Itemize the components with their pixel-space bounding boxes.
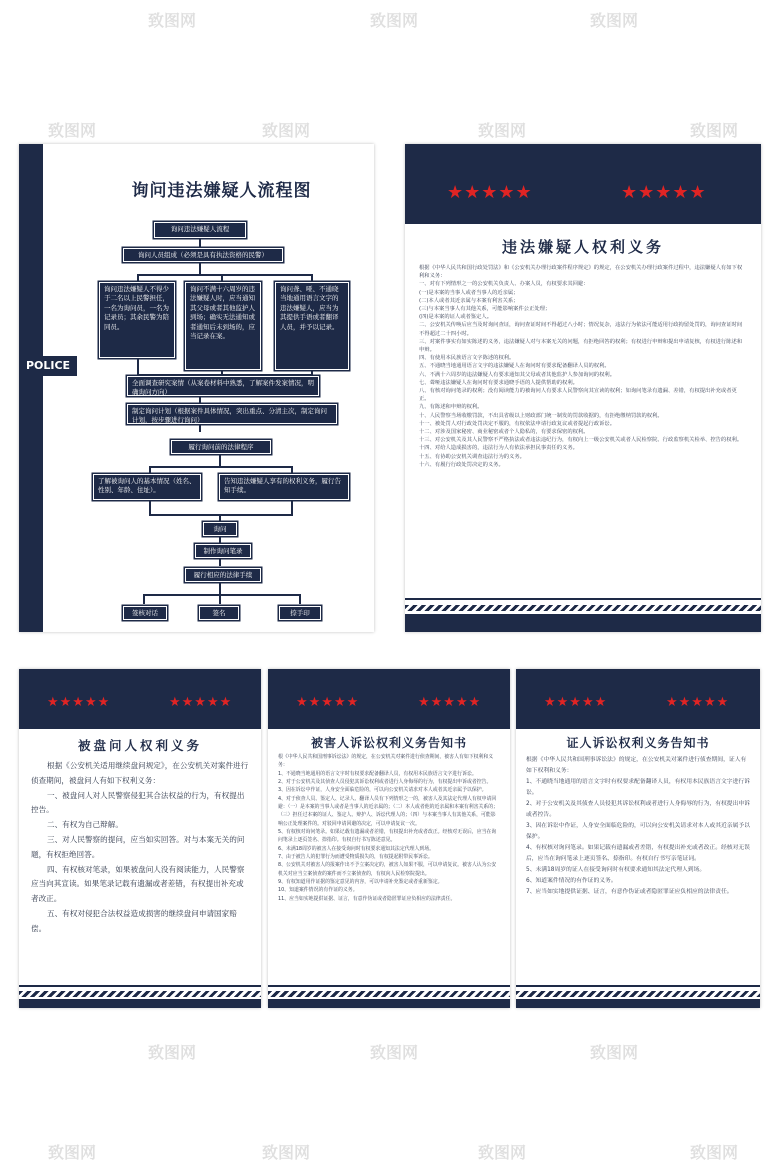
- rights-paragraph: 1、不通晓当地通用的语言文字时有权要求配备翻译人员，有权用本民族语言文字进行诉讼。: [278, 770, 477, 777]
- rights-paragraph: (三)与本案当事人有其他关系，可能影响案件公正处理；: [419, 306, 551, 313]
- watermark: 致图网: [690, 121, 739, 140]
- rights-paragraph: (二)本人或者其近亲属与本案有利害关系；: [419, 297, 519, 304]
- rights-paragraph: 十、人民警察当场收缴罚款，不出具省级以上财政部门统一制发的罚款收据的，有拒绝缴纳罚款的权利。: [419, 412, 663, 419]
- rights-paragraph: 6、知道案件情况的有作证的义务。: [526, 878, 617, 884]
- flowchart-poster: [19, 144, 374, 632]
- rights-paragraph: 3、因在诉讼中作证，人身安全面临危险的，可以向公安机关请求对本人或者其近亲属予以保护。: [278, 787, 487, 794]
- rights-paragraph: 6、未满18周岁的被害人在接受询问时有权要求通知其法定代理人到场。: [278, 845, 435, 852]
- rights-paragraph: 11、应当如实地提供证据、证言，有意作伪证或者隐匿罪证应负相应的法律责任。: [278, 895, 456, 902]
- left-navy-strip: [19, 144, 43, 632]
- rights-paragraph: 3、因在诉讼中作证，人身安全面临危险的，可以向公安机关请求对本人或其近亲属予以保护。: [526, 823, 750, 840]
- rights-paragraph: 9、有权知道用作证据的鉴定意见的内容，可以申请补充鉴定或者重新鉴定。: [278, 878, 443, 885]
- watermark: 致图网: [48, 1143, 97, 1162]
- stars-right-icon: ★★★★★: [418, 695, 482, 710]
- stars-left-icon: ★★★★★: [47, 695, 111, 710]
- flow-end-check: 签核对话: [123, 606, 167, 620]
- rights-paragraph: 根据《中华人民共和国刑事诉讼法》的规定，在公安机关对案件进行侦查期间，证人有如下权利和义务：: [526, 757, 747, 774]
- rights-paragraph: 5、有权核对询问笔录。如果记载有遗漏或者差错，有权提出补充或者改正。经核对无误后，应当在询问笔录上逐页签名、捺指印。有权自行书写陈述意见。: [278, 828, 497, 844]
- rights-paragraph: 二、公安机关传唤后应当及时询问查证，询问查证时间不得超过八小时；情况复杂，违法行为依法可能适用行政拘留处罚的，询问查证时间不得超过二十四小时。: [419, 322, 743, 337]
- rights-paragraph: 八、有核对询问笔录的权利；没有阅读能力的被询问人有要求人民警察向其宣读的权利；如询问笔录有遗漏、差错，有权提出补充或者更正。: [419, 388, 737, 403]
- watermark: 致图网: [690, 1143, 739, 1162]
- rights-paragraph: (一)是本案的当事人或者当事人的近亲属；: [419, 289, 519, 296]
- rights-paragraph: 七、聋哑违法嫌疑人在询问时有要求通晓手语的人提供帮助的权利。: [419, 379, 578, 386]
- rights-paragraph: 4、对于侦查人员、鉴定人、记录人、翻译人员有下列情形之一的，被害人及其法定代理人有权申请回避：（一）是本案的当事人或者是当事人的近亲属的；（二）本人或者他的近亲属和本案有利害关系的；（三）担任过本案的证人、鉴定人、辩护人、诉讼代理人的；（四）与本案当事人有其他关系，可能影响公正处理案件的。对驳回申请回避的决定，可以申请复议一次。: [278, 795, 499, 827]
- flow-basic-info: 了解被询问人的基本情况（姓名、性别、年龄、住址）。: [93, 474, 201, 500]
- rights-paragraph: 7、由于被告人的犯罪行为而遭受物质损失的，有权提起附带民事诉讼。: [278, 853, 433, 860]
- interrogated-rights-poster: [19, 669, 261, 1008]
- suspect-rights-body: [419, 264, 747, 469]
- watermark: 致图网: [478, 1143, 527, 1162]
- rights-paragraph: 根据《公安机关适用继续盘问规定》，在公安机关对案件进行侦查期间，被盘问人有如下权利义务：: [31, 761, 249, 785]
- rights-paragraph: 7、应当如实地提供证据、证言，有意作伪证或者隐匿罪证应负相应的法律责任。: [526, 889, 733, 895]
- flow-legal: 履行相应的法律手续: [185, 568, 261, 582]
- victim-rights-title: 被害人诉讼权利义务告知书: [310, 736, 467, 750]
- rights-paragraph: 根据《中华人民共和国行政处罚法》和《公安机关办理行政案件程序规定》的规定，在公安机关办理行政案件过程中，违法嫌疑人有如下权利和义务：: [419, 265, 743, 280]
- watermark: 致图网: [262, 1143, 311, 1162]
- stars-right-icon: ★★★★★: [666, 695, 730, 710]
- interrogated-rights-title: 被盘问人权利义务: [77, 738, 202, 753]
- watermark: 致图网: [370, 1043, 419, 1062]
- rights-paragraph: 8、公安机关对被害人的报案作出不予立案决定的，被害人如果不服，可以申请复议。被害人认为公安机关对应当立案侦查的案件而不立案侦查的，有权向人民检察院提出。: [278, 862, 497, 877]
- chevron-border: [268, 991, 510, 997]
- victim-rights-poster: [268, 669, 510, 1008]
- watermark: 致图网: [370, 11, 419, 30]
- police-label: POLICE: [19, 356, 77, 376]
- stars-left-icon: ★★★★★: [447, 182, 533, 203]
- chevron-border: [405, 605, 761, 611]
- rights-paragraph: 10、知道案件情况的有作证的义务。: [278, 887, 358, 894]
- stars-right-icon: ★★★★★: [169, 695, 233, 710]
- suspect-rights-poster: [405, 144, 761, 632]
- witness-rights-body: [526, 755, 750, 898]
- rights-paragraph: 六、不满十六周岁的违法嫌疑人有要求通知其父母或者其他监护人参加询问的权利。: [419, 371, 615, 378]
- watermark: 致图网: [478, 121, 527, 140]
- victim-rights-body: [278, 753, 500, 903]
- watermark: 致图网: [262, 121, 311, 140]
- rights-paragraph: 5、未满18周岁的证人在接受询问时有权要求通知其法定代理人到场。: [526, 867, 706, 873]
- flow-prepare: 全面调查研究案情（从案卷材料中熟悉，了解案件发案情况，明确询问方向）: [127, 376, 319, 396]
- rights-paragraph: 四、有权核对笔录，如果被盘问人没有阅读能力，人民警察应当向其宣读。如果笔录记载有遗漏或者差错，有权提出补充或者改正。: [31, 864, 245, 904]
- rights-paragraph: 2、对于公安机关及其侦查人员侵犯其诉讼权利或者进行人身侮辱的行为，有权提出申诉或者控告。: [278, 778, 492, 785]
- flow-notify: 告知违法嫌疑人享有的权利义务，履行告知手续。: [219, 474, 349, 500]
- rights-paragraph: 十四、对给人造成损害的，违法行为人有依法承担民事责任的义务。: [419, 445, 578, 452]
- watermark: 致图网: [590, 1043, 639, 1062]
- flow-procedure: 履行询问前的法律程序: [171, 440, 271, 454]
- rights-paragraph: 十一、被处罚人对行政处罚决定不服的，有权依法申请行政复议或者提起行政诉讼。: [419, 420, 615, 427]
- rights-paragraph: 二、有权为自己辩解。: [47, 820, 123, 830]
- stars-left-icon: ★★★★★: [296, 695, 360, 710]
- rights-paragraph: 根《中华人民共和国刑事诉讼法》的规定，在公安机关对案件进行侦查期间，被害人有如下权利和义务：: [278, 754, 494, 769]
- flowchart-title: 询问违法嫌疑人流程图: [131, 181, 312, 201]
- rights-paragraph: 四、有使用本民族语言文字陈述的权利。: [419, 355, 515, 362]
- rights-paragraph: 一、被盘问人对人民警察侵犯其合法权益的行为，有权提出控告。: [31, 790, 245, 815]
- flow-middle-case: 询问不满十六周岁的违法嫌疑人时，应当通知其父母或者其他监护人到场；确实无法通知或者通知后未到场的，应当记录在案。: [185, 282, 261, 370]
- flow-record: 制作询问笔录: [195, 544, 251, 558]
- watermark: 致图网: [148, 1043, 197, 1062]
- flow-ask: 询问: [203, 522, 237, 536]
- chevron-border: [516, 991, 760, 997]
- rights-paragraph: 十二、对涉及国家秘密、商业秘密或者个人隐私的，有要求保密的权利。: [419, 429, 589, 436]
- rights-paragraph: 三、对案件事实有如实陈述的义务，违法嫌疑人对与本案无关的问题，有拒绝回答的权利；有权进行申辩和提出申请复核，有权进行陈述和申辩。: [419, 338, 743, 354]
- rights-paragraph: 2、对于公安机关及其侦查人员侵犯其诉讼权利或者进行人身侮辱的行为，有权提出申诉或者控告。: [526, 801, 750, 818]
- rights-paragraph: 一、对有下列情形之一的公安机关负责人、办案人员，有权要求其回避：: [419, 281, 589, 288]
- rights-paragraph: 九、有陈述和申辩的权利。: [419, 404, 483, 411]
- rights-paragraph: (四)是本案的证人或者鉴定人。: [419, 314, 492, 321]
- rights-paragraph: 三、对人民警察的提问，应当如实回答。对与本案无关的问题，有权拒绝回答。: [31, 834, 245, 859]
- flow-end-sign: 签名: [199, 606, 239, 620]
- witness-rights-poster: [516, 669, 760, 1008]
- chevron-border: [19, 991, 261, 997]
- rights-paragraph: 4、有权核对询问笔录。如果记载有遗漏或者差错，有权提出补充或者改正。经核对无误后，应当在询问笔录上逐页签名、捺指印。有权自行书写亲笔证词。: [526, 845, 750, 862]
- rights-paragraph: 十三、对公安机关及其人民警察不严格执法或者违法违纪行为，有权向上一级公安机关或者人民检察院、行政监察机关检举、控告的权利。: [419, 437, 743, 444]
- watermark: 致图网: [148, 11, 197, 30]
- rights-paragraph: 五、不通晓当地通用语言文字的违法嫌疑人在询问时有要求配备翻译人员的权利。: [419, 363, 610, 370]
- flow-composition: 询问人员组成（必须是具有执法资格的民警）: [123, 248, 283, 262]
- suspect-rights-title: 违法嫌疑人权利义务: [501, 238, 664, 256]
- rights-paragraph: 1、不通晓当地通用的语言文字时有权要求配备翻译人员，有权用本民族语言文字进行诉讼。: [526, 779, 750, 796]
- flow-left-case: 询问违法嫌疑人不得少于二名以上民警担任，一名为询问员，一名为记录员；其余民警为陪同员。: [99, 282, 175, 358]
- watermark: 致图网: [590, 11, 639, 30]
- flow-start: 询问违法嫌疑人流程: [154, 222, 246, 238]
- stars-right-icon: ★★★★★: [621, 182, 707, 203]
- rights-paragraph: 十五、有协助公安机关调查违法行为的义务。: [419, 453, 525, 460]
- rights-paragraph: 五、有权对侵犯合法权益造成损害的继续盘问申请国家赔偿。: [31, 908, 237, 933]
- stars-left-icon: ★★★★★: [544, 695, 608, 710]
- watermark: 致图网: [48, 121, 97, 140]
- rights-paragraph: 十六、有履行行政处罚决定的义务。: [419, 461, 504, 468]
- interrogated-rights-body: [31, 759, 249, 937]
- flow-right-case: 询问聋、哑、不通晓当地通用语言文字的违法嫌疑人，应当为其提供手语或者翻译人员，并予以记录。: [275, 282, 349, 370]
- flow-end-fingerprint: 捺手印: [279, 606, 321, 620]
- witness-rights-title: 证人诉讼权利义务告知书: [566, 736, 710, 750]
- flow-plan: 制定询问计划（根据案件具体情况，突出重点、分清主次，制定询问计划，按步骤进行询问）: [127, 404, 337, 424]
